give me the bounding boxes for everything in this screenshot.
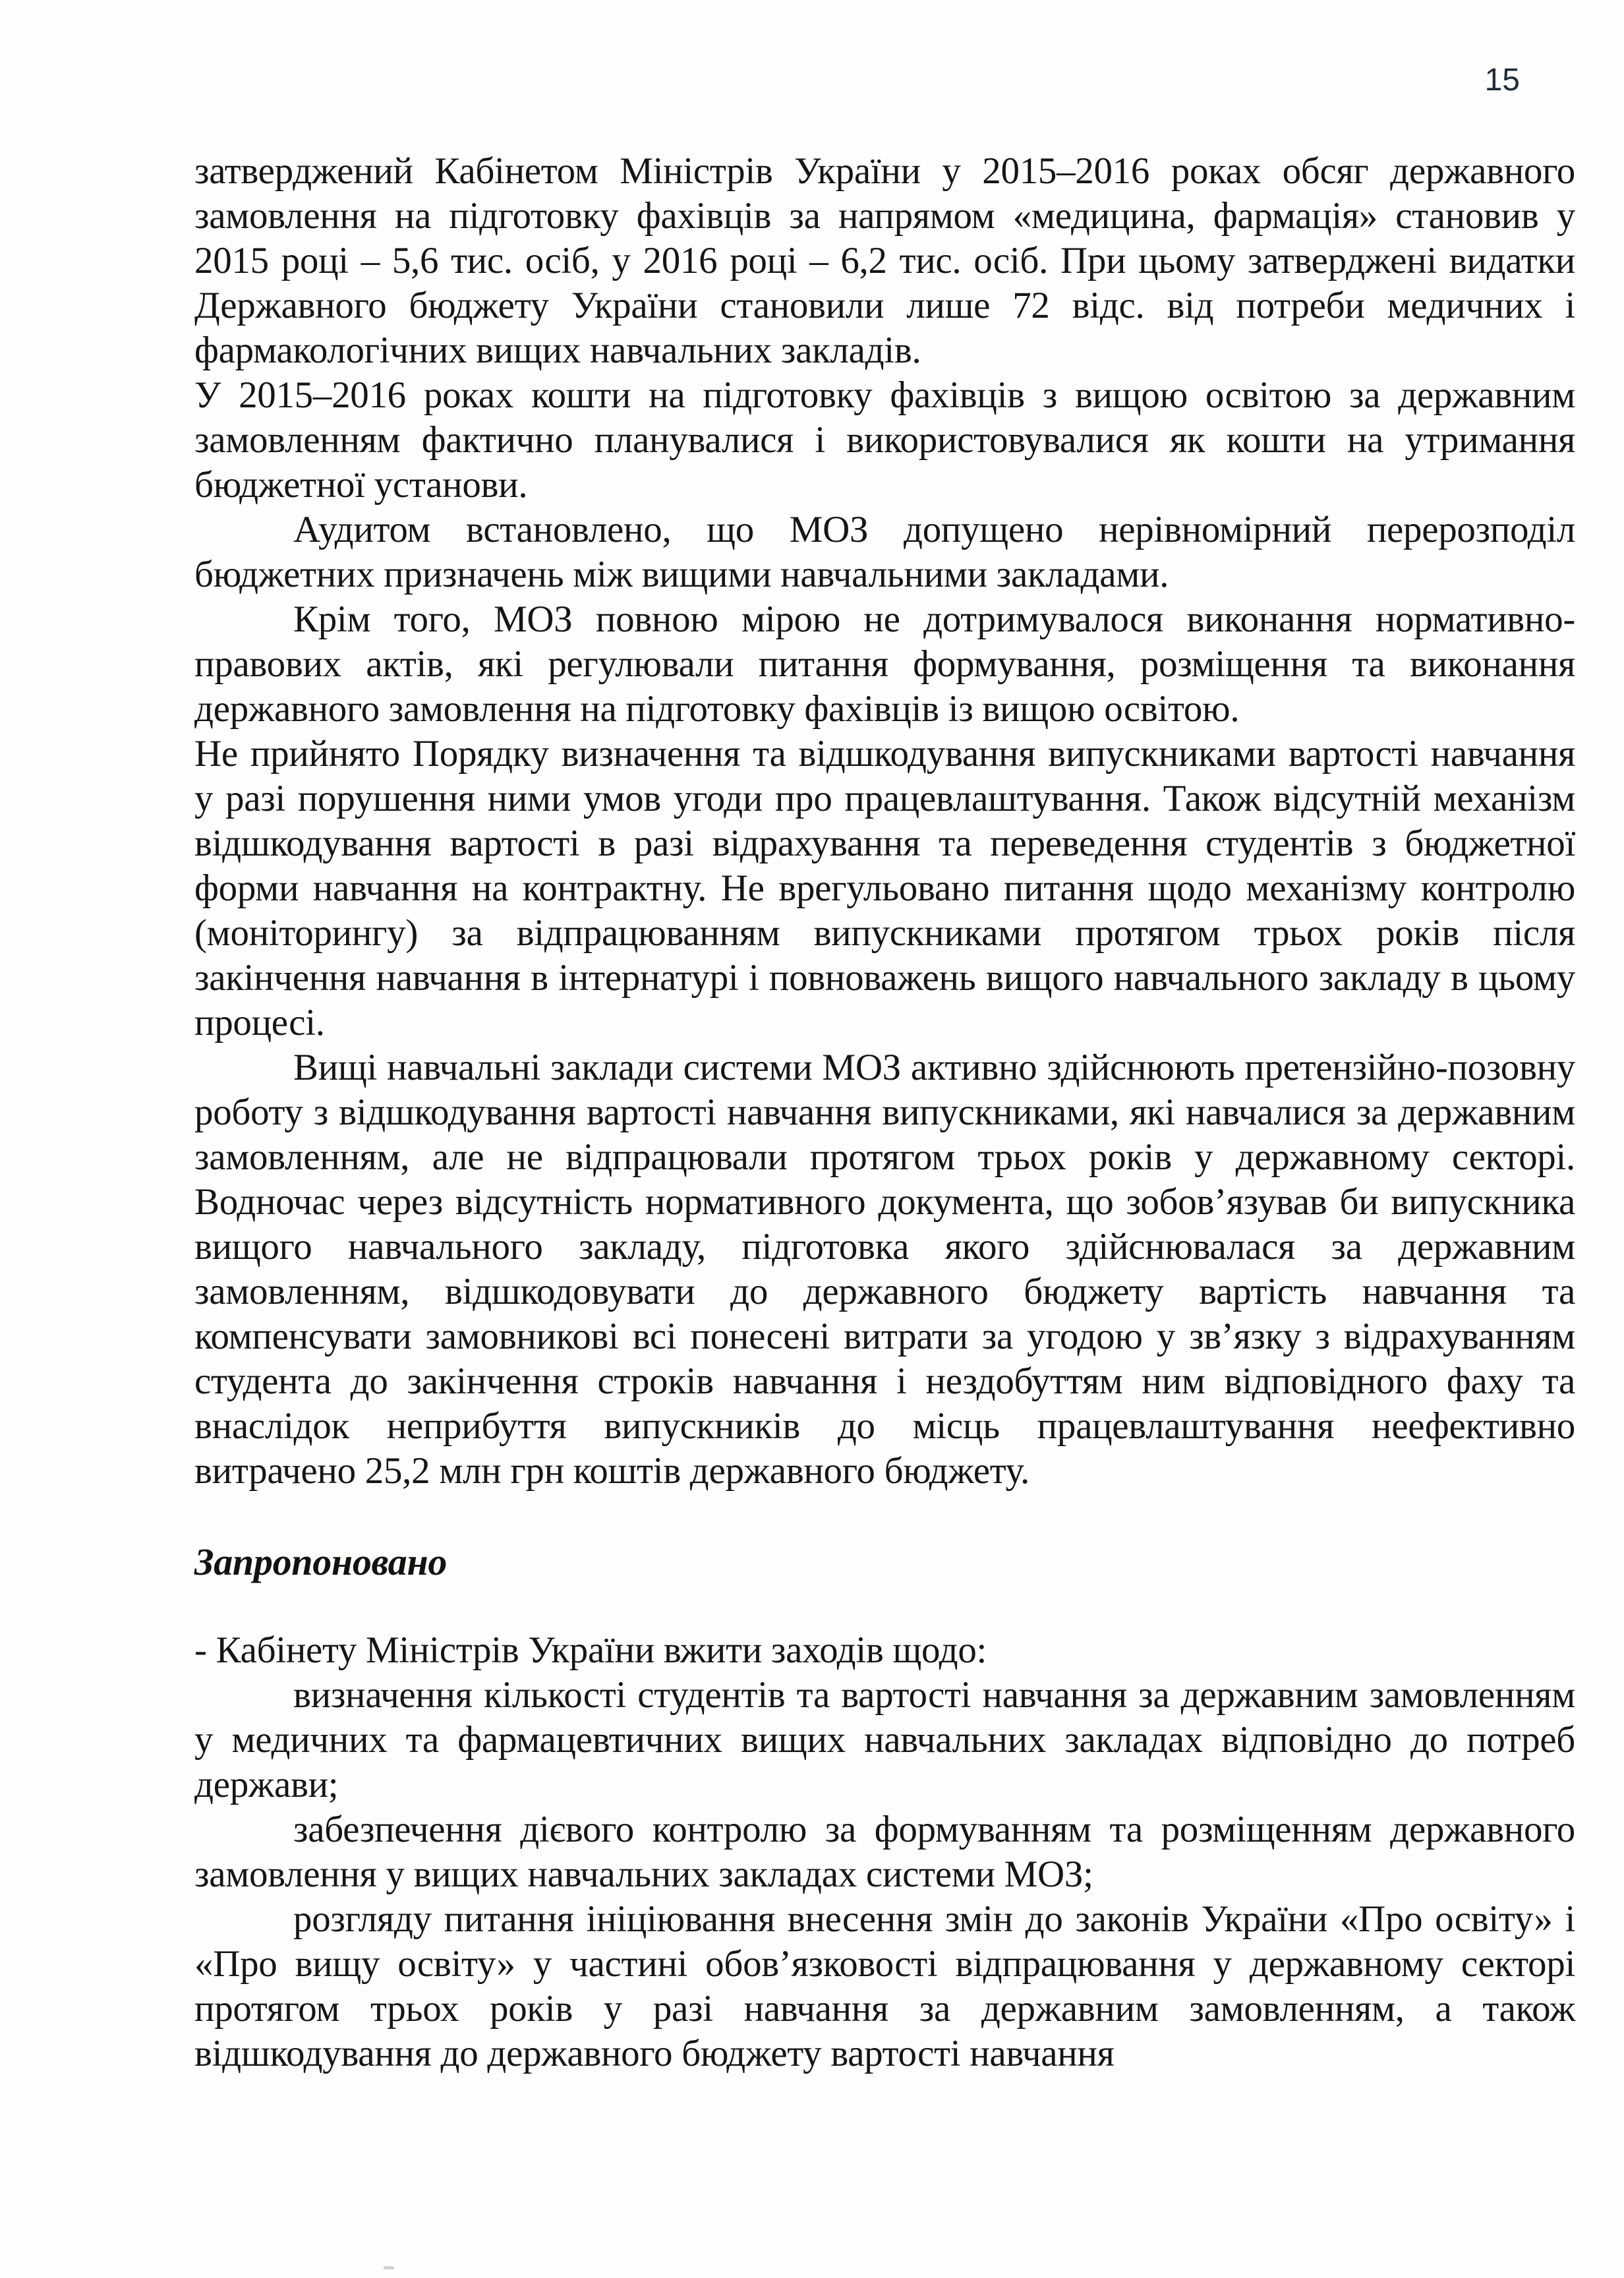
paragraph-state-order-volume: затверджений Кабінетом Міністрів України у 2015–2016 роках обсяг державного замовлення на підготовку фахівців за напрямом «медицина, фармація» становив у 2015 році – 5,6 тис. осіб, у 2016 році – 6,2 тис. осіб. При цьому затверджені видатки Державного бюджету України становили лише 72 відс. від потреби медичних і фармакологічних вищих навчальних закладів.	[194, 150, 1575, 371]
paragraph-no-reimbursement-procedure: Не прийнято Порядку визначення та відшкодування випускниками вартості навчання у разі порушення ними умов угоди про працевлаштування. Також відсутній механізм відшкодування вартості в разі відрахування та переведення студентів з бюджетної форми навчання на контрактну. Не врегульовано питання щодо механізму контролю (моніторингу) за відпрацюванням випускниками протягом трьох років після закінчення навчання в інтернатурі і повноважень вищого навчального закладу в цьому процесі.	[194, 733, 1575, 1043]
paragraph-claims-work-and-losses: Вищі навчальні заклади системи МОЗ активно здійснюють претензійно-позовну роботу з відшкодування вартості навчання випускниками, які навчалися за державним замовленням, але не відпрацювали протягом трьох років у державному секторі. Водночас через відсутність нормативного документа, що зобов’язував би випускника вищого навчального закладу, підготовка якого здійснювалася за державним замовленням, відшкодовувати до державного бюджету вартість навчання та компенсувати замовникові всі понесені витрати за угодою у зв’язку з відрахуванням студента до закінчення строків навчання і нездобуттям ним відповідного фаху та внаслідок неприбуття випускників до місць працевлаштування неефективно витрачено 25,2 млн грн коштів державного бюджету.	[194, 1047, 1575, 1492]
paragraph-proposal-ensure-control: забезпечення дієвого контролю за формуванням та розміщенням державного замовлення у вищих навчальних закладах системи МОЗ;	[194, 1809, 1575, 1895]
scan-artifact	[384, 2266, 394, 2269]
paragraph-funds-planning: У 2015–2016 роках кошти на підготовку фахівців з вищою освітою за державним замовленням фактично планувалися і використовувалися як кошти на утримання бюджетної установи.	[194, 374, 1575, 506]
page-number: 15	[1484, 63, 1520, 98]
document-body	[194, 149, 1575, 2076]
paragraph-cabinet-measures-intro: - Кабінету Міністрів України вжити заходів щодо:	[194, 1629, 987, 1671]
paragraph-proposal-determine-students: визначення кількості студентів та вартості навчання за державним замовленням у медичних та фармацевтичних вищих навчальних закладах відповідно до потреб держави;	[194, 1674, 1575, 1805]
paragraph-proposal-law-changes: розгляду питання ініціювання внесення змін до законів України «Про освіту» і «Про вищу освіту» у частині обов’язковості відпрацювання у державному секторі протягом трьох років у разі навчання за державним замовленням, а також відшкодування до державного бюджету вартості навчання	[194, 1898, 1575, 2074]
section-heading-proposed: Запропоновано	[194, 1540, 448, 1583]
paragraph-audit-finding: Аудитом встановлено, що МОЗ допущено нерівномірний перерозподіл бюджетних призначень між вищими навчальними закладами.	[194, 509, 1575, 595]
paragraph-moz-noncompliance: Крім того, МОЗ повною мірою не дотримувалося виконання нормативно-правових актів, які регулювали питання формування, розміщення та виконання державного замовлення на підготовку фахівців із вищою освітою.	[194, 599, 1575, 730]
